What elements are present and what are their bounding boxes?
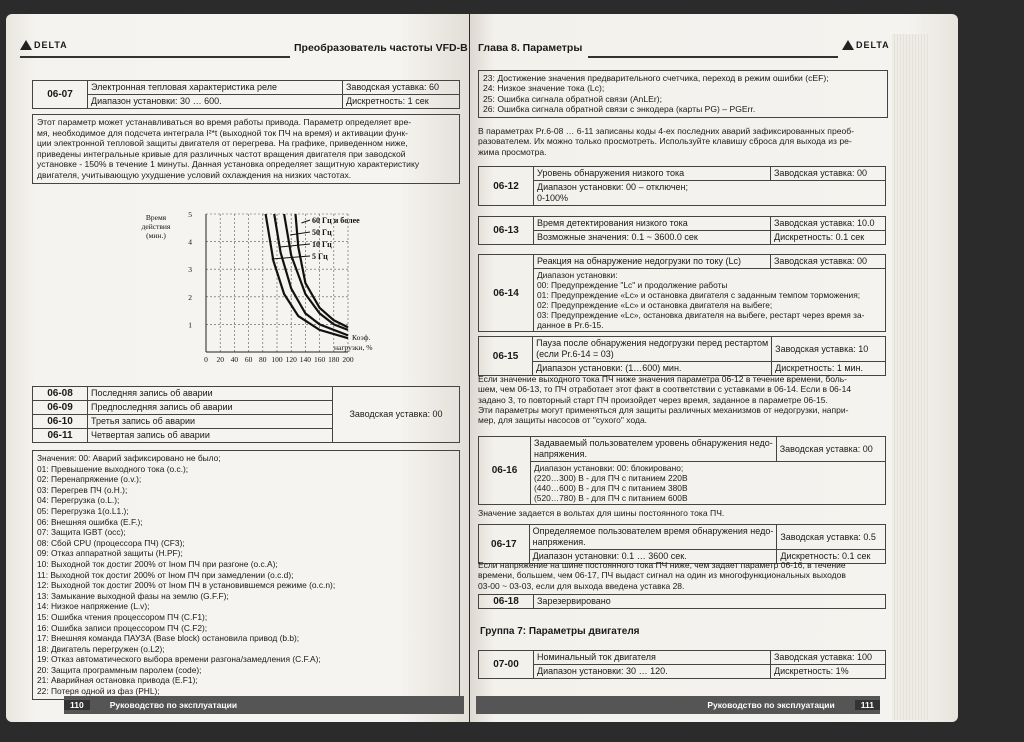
fault-value-line: 23: Достижение значения предварительного счетчика, переход в режим ошибки (cEF); — [483, 73, 829, 83]
y-tick-label: 4 — [188, 237, 192, 247]
description-line: приведены интегральные кривые для различных частот вращения двигателя при заводской — [37, 148, 406, 159]
param-name — [533, 337, 772, 362]
param-name: Третья запись об аварии — [88, 415, 333, 429]
param-range: Возможные значения: 0.1 ~ 3600.0 сек — [534, 231, 771, 245]
param-code: 06-13 — [479, 217, 534, 245]
param-factory: Заводская уставка: 60 — [343, 81, 460, 95]
param-code: 06-15 — [479, 337, 533, 376]
range-line: (520…780) В - для ПЧ с питанием 600В — [534, 493, 688, 503]
fault-value-line: 21: Аварийная остановка привода (E.F1); — [37, 675, 198, 686]
series-label: 10 Гц — [312, 240, 332, 249]
y-axis-label: действия — [141, 222, 171, 231]
param-code: 07-00 — [479, 651, 534, 679]
thermal-curve-chart — [126, 200, 376, 380]
fault-value-line: 04: Перегрузка (o.L.); — [37, 495, 120, 506]
left-page — [6, 14, 469, 722]
fault-value-line: 24: Низкое значение тока (Lc); — [483, 83, 605, 94]
param-code: 06-07 — [33, 81, 88, 109]
param-code: 06-08 — [33, 387, 88, 401]
description-line: шем, чем 06-13, то ПЧ отработает этот факт в соответствии с уставками в 06-14. Если в 06-14 — [478, 384, 852, 395]
param-name: Реакция на обнаружение недогрузки по току (Lc) — [534, 255, 771, 269]
page-number: 110 — [64, 700, 90, 710]
fault-value-line: 20: Защита программным паролем (code); — [37, 664, 202, 675]
description-line: 03-00 ~ 03-03, если для выхода введена уставка 28. — [478, 580, 685, 591]
fault-value-line: 19: Отказ автоматического выбора времени разгона/замедления (C.F.A); — [37, 654, 321, 665]
param-code: 06-18 — [479, 595, 534, 609]
footer-text: Руководство по эксплуатации — [707, 700, 835, 710]
fault-value-line: 26: Ошибка сигнала обратной связи с энкодера (карты PG) – PGErr. — [483, 104, 756, 115]
fault-value-line: 07: Защита IGBT (occ); — [37, 527, 126, 538]
fault-value-line: 10: Выходной ток достиг 200% от Iном ПЧ при разгоне (o.c.A); — [37, 558, 278, 569]
param-factory: Заводская уставка: 10.0 — [771, 217, 886, 231]
param-code: 06-10 — [33, 415, 88, 429]
param-factory: Заводская уставка: 00 — [771, 167, 886, 181]
param-range — [531, 462, 886, 505]
description-line: мя, необходимое для подсчета интеграла I²*t (выходной ток ПЧ на время) и активации функ- — [37, 127, 409, 138]
param-06-15-description — [478, 374, 888, 425]
description-line: Этот параметр может устанавливаться во время работы привода. Параметр определяет вре- — [37, 117, 412, 127]
y-tick-label: 3 — [188, 265, 192, 275]
param-factory: Заводская уставка: 100 — [771, 651, 886, 665]
param-name — [529, 525, 777, 550]
param-06-07-table — [32, 80, 460, 109]
x-tick-label: 160 — [313, 355, 326, 364]
param-step: Дискретность: 0.1 сек — [777, 550, 886, 564]
param-code: 06-09 — [33, 401, 88, 415]
y-tick-label: 5 — [188, 210, 192, 219]
name-line: напряжения. — [534, 449, 588, 459]
range-line: данное в Pr.6-15. — [537, 320, 604, 330]
x-tick-label: 40 — [230, 355, 239, 364]
fault-value-line: 13: Замыкание выходной фазы на землю (G.F.F); — [37, 590, 229, 601]
range-line: 0-100% — [537, 193, 569, 203]
param-factory: Заводская уставка: 10 — [772, 337, 886, 362]
param-factory: Заводская уставка: 00 — [771, 255, 886, 269]
param-code: 06-12 — [479, 167, 534, 206]
param-step: Дискретность: 1 сек — [343, 95, 460, 109]
param-06-14-table — [478, 254, 886, 332]
group-7-title: Группа 7: Параметры двигателя — [480, 626, 640, 637]
param-name: Зарезервировано — [534, 595, 886, 609]
fault-value-line: 12: Выходной ток достиг 200% от Iном ПЧ в установившемся режиме (o.c.n); — [37, 580, 336, 591]
legend-leader — [290, 232, 310, 235]
param-range: Диапазон установки: (1…600) мин. — [533, 362, 772, 376]
param-06-18-table — [478, 594, 886, 609]
param-factory: Заводская уставка: 00 — [333, 387, 460, 443]
param-name: Четвертая запись об аварии — [88, 429, 333, 443]
param-name: Номинальный ток двигателя — [534, 651, 771, 665]
param-06-17-description — [478, 560, 888, 591]
delta-logo: DELTA — [20, 40, 68, 50]
x-tick-label: 80 — [259, 355, 267, 364]
param-name — [531, 437, 777, 462]
description-line: ции электронной тепловой защиты двигателя от перегрева. На графике, приведенном ниже, — [37, 138, 408, 149]
delta-logo: DELTA — [842, 40, 890, 50]
description-line: Эти параметры могут применяться для защиты различных механизмов от недогрузки, напри- — [478, 404, 849, 415]
param-range — [534, 181, 886, 206]
param-06-16-table — [478, 436, 886, 505]
fault-value-line: 25: Ошибка сигнала обратной связи (AnLEr); — [483, 93, 662, 104]
fault-value-line: 18: Двигатель перегружен (o.L2); — [37, 643, 165, 654]
fault-value-line: 05: Перегрузка 1(o.L1.); — [37, 505, 129, 516]
param-06-07-description — [32, 114, 460, 184]
legend-leader — [301, 220, 310, 223]
name-line: напряжения. — [532, 537, 586, 547]
name-line: Пауза после обнаружения недогрузки перед рестартом — [536, 338, 769, 348]
param-step: Дискретность: 1% — [771, 665, 886, 679]
x-tick-label: 140 — [299, 355, 312, 364]
series-label: 5 Гц — [312, 252, 328, 261]
param-range: Диапазон установки: 30 … 600. — [88, 95, 343, 109]
x-tick-label: 60 — [244, 355, 253, 364]
page-footer — [64, 696, 464, 714]
name-line: Задаваемый пользователем уровень обнаружения недо- — [534, 438, 773, 448]
x-tick-label: 0 — [204, 355, 208, 364]
range-line: 01: Предупреждение «Lc» и остановка двигателя с заданным темпом торможения; — [537, 290, 861, 300]
page-footer — [476, 696, 880, 714]
param-06-17-table — [478, 524, 886, 564]
note-line: В параметрах Pr.6-08 … 6-11 записаны коды 4-ех последних аварий зафиксированных преоб- — [478, 126, 855, 136]
param-06-12-table — [478, 166, 886, 206]
description-line: Если значение выходного тока ПЧ ниже значения параметра 06-12 в течение времени, боль- — [478, 374, 848, 384]
description-line: задано 3, то повторный старт ПЧ произойдет через время, заданное в параметре 06-15. — [478, 394, 828, 405]
range-line: (220…300) В - для ПЧ с питанием 220В — [534, 473, 688, 483]
x-tick-label: 100 — [271, 355, 283, 364]
range-line: Диапазон установки: 00: блокировано; — [534, 463, 684, 473]
footer-text: Руководство по эксплуатации — [109, 700, 238, 710]
description-line: установке - 150% в течение 1 минуты. Данная установка определяет защитную характеристику — [37, 159, 420, 170]
x-tick-label: 200 — [342, 355, 354, 364]
series-label: 60 Гц и более — [312, 216, 360, 225]
range-line: 02: Предупреждение «Lc» и остановка двигателя на выбеге; — [537, 300, 773, 310]
param-07-00-table — [478, 650, 886, 679]
range-line: (440…600) В - для ПЧ с питанием 380В — [534, 483, 688, 493]
param-name: Уровень обнаружения низкого тока — [534, 167, 771, 181]
fault-value-line: 08: Сбой CPU (процессора ПЧ) (CF3); — [37, 537, 185, 548]
param-code: 06-14 — [479, 255, 534, 332]
param-name: Предпоследняя запись об аварии — [88, 401, 333, 415]
x-tick-label: 20 — [216, 355, 224, 364]
param-code: 06-16 — [479, 437, 531, 505]
param-factory: Заводская уставка: 00 — [776, 437, 885, 462]
description-line: времени, большем, чем 06-17, ПЧ выдаст сигнал на один из многофункциональных выходов — [478, 570, 846, 581]
fault-value-line: 02: Перенапряжение (o.v.); — [37, 474, 142, 485]
fault-value-line: 22: Потеря одной из фаз (PHL); — [37, 686, 160, 697]
y-axis-label: (мин.) — [146, 231, 166, 240]
x-tick-label: 180 — [328, 355, 340, 364]
fault-value-line: 03: Перегрев ПЧ (o.H.); — [37, 484, 128, 495]
range-line: 03: Предупреждение «Lc», остановка двигателя на выбеге, рестарт через время за- — [537, 310, 865, 320]
fault-codes-continued — [478, 70, 888, 118]
fault-value-line: 09: Отказ аппаратной защиты (H.PF); — [37, 548, 183, 559]
x-axis-label: нагрузки, % — [334, 343, 373, 352]
param-name: Время детектирования низкого тока — [534, 217, 771, 231]
description-line: двигателя, учитывающую ухудшение условий охлаждения на низких частотах. — [37, 169, 352, 180]
param-name: Последняя запись об аварии — [88, 387, 333, 401]
param-step: Дискретность: 1 мин. — [772, 362, 886, 376]
fault-note — [478, 126, 886, 157]
name-line: Определяемое пользователем время обнаружения недо- — [532, 526, 774, 536]
fault-value-line: 06: Внешняя ошибка (E.F.); — [37, 516, 143, 527]
y-tick-label: 2 — [188, 292, 192, 302]
fault-value-line: 01: Превышение выходного тока (o.c.); — [37, 463, 189, 474]
fault-value-line: 15: Ошибка чтения процессором ПЧ (C.F1); — [37, 611, 208, 622]
header-rule — [20, 56, 290, 58]
fault-records-table — [32, 386, 460, 443]
fault-value-line: 14: Низкое напряжение (L.v); — [37, 601, 150, 612]
param-code: 06-11 — [33, 429, 88, 443]
page-edge-decoration — [892, 34, 928, 720]
page-header-title: Преобразователь частоты VFD-B — [294, 42, 468, 54]
x-tick-label: 120 — [285, 355, 297, 364]
param-code: 06-17 — [479, 525, 530, 564]
header-rule — [588, 56, 838, 58]
y-tick-label: 1 — [188, 320, 192, 330]
y-axis-label: Время — [145, 213, 167, 222]
chapter-header-title: Глава 8. Параметры — [478, 42, 583, 54]
range-line: 00: Предупреждение "Lc" и продолжение работы — [537, 280, 728, 290]
param-step: Дискретность: 0.1 сек — [771, 231, 886, 245]
name-line: (если Pr.6-14 = 03) — [536, 349, 614, 359]
param-range: Диапазон установки: 30 … 120. — [534, 665, 771, 679]
description-line: мер, для защиты насосов от "сухого" хода. — [478, 415, 648, 426]
param-06-13-table — [478, 216, 886, 245]
range-line: Диапазон установки: — [537, 270, 618, 280]
fault-value-line: 11: Выходной ток достиг 200% от Iном ПЧ при замедлении (o.c.d); — [37, 569, 294, 580]
fault-value-line: 16: Ошибка записи процессором ПЧ (C.F2); — [37, 622, 208, 633]
page-number: 111 — [855, 700, 880, 710]
fault-values-list — [32, 450, 460, 700]
param-range: Диапазон установки: 0.1 … 3600 сек. — [529, 550, 777, 564]
note-line: разователем. Их можно только просмотреть. Используйте клавишу сброса для выхода из ре- — [478, 136, 852, 147]
param-name: Электронная тепловая характеристика реле — [88, 81, 343, 95]
series-label: 50 Гц — [312, 228, 332, 237]
param-06-15-table — [478, 336, 886, 376]
fault-value-line: Значения: 00: Аварий зафиксировано не было; — [37, 453, 221, 463]
fault-record-row — [33, 387, 460, 401]
range-line: Диапазон установки: 00 – отключен; — [537, 182, 689, 192]
delta-triangle-icon — [20, 40, 32, 50]
fault-value-line: 17: Внешняя команда ПАУЗА (Base block) остановила привод (b.b); — [37, 633, 300, 644]
description-line: Если напряжение на шине постоянного тока ПЧ ниже, чем задает параметр 06-16, в течение — [478, 560, 846, 570]
param-range — [534, 269, 886, 332]
param-06-16-note: Значение задается в вольтах для шины постоянного тока ПЧ. — [478, 508, 725, 518]
param-factory: Заводская уставка: 0.5 — [777, 525, 886, 550]
note-line: жима просмотра. — [478, 146, 547, 157]
delta-triangle-icon — [842, 40, 854, 50]
right-page — [470, 14, 958, 722]
x-axis-label: Коэф. — [352, 333, 371, 342]
